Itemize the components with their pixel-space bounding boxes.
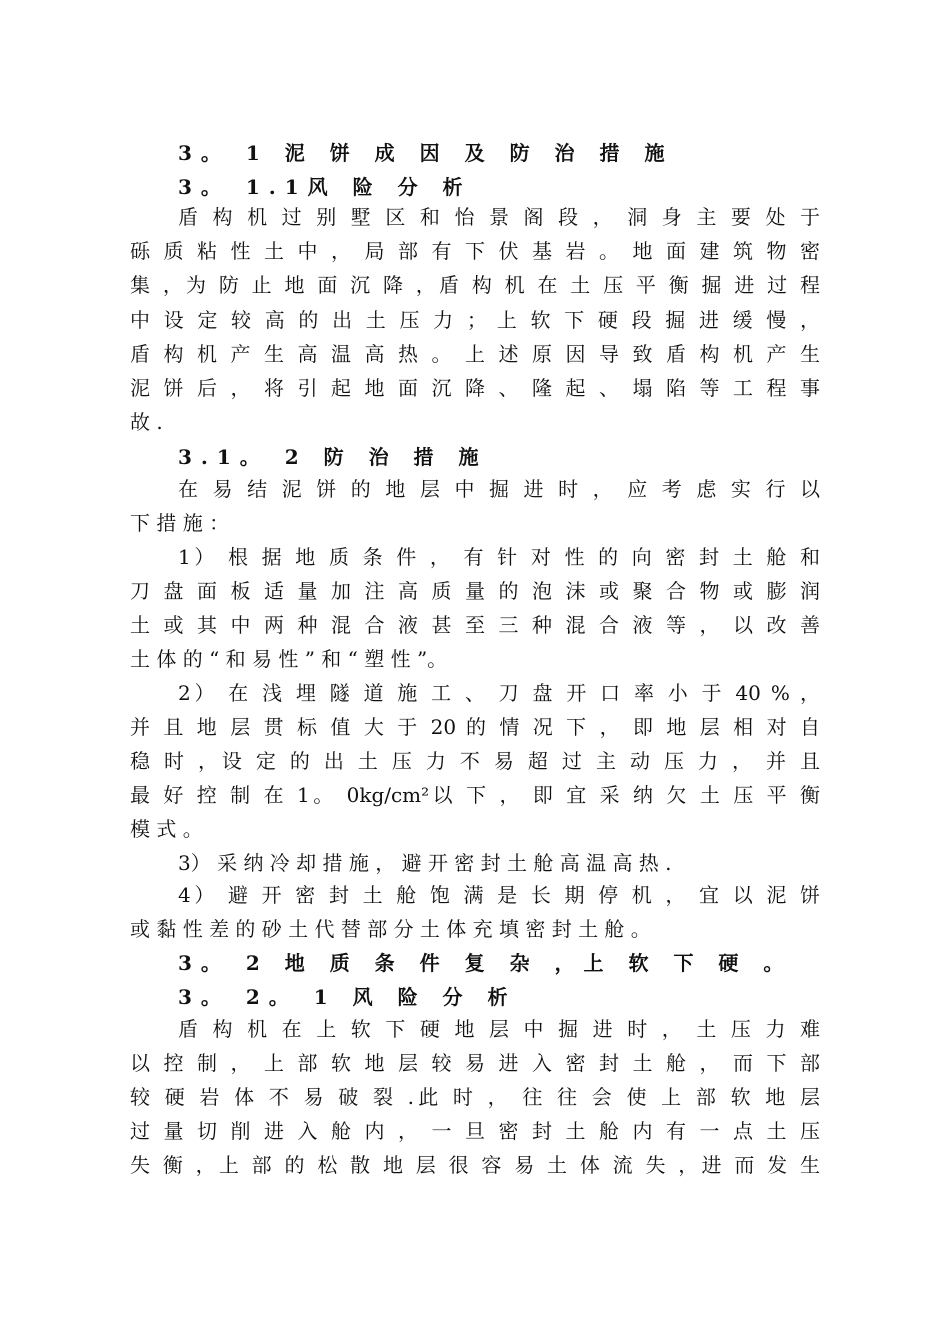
- list-item-line: 2） 在 浅 埋 隧 道 施 工 、 刀 盘 开 口 率 小 于 40 % ，: [178, 681, 820, 705]
- section-heading: 3。 1 泥 饼 成 因 及 防 治 措 施: [178, 141, 674, 165]
- paragraph-line: 在 易 结 泥 饼 的 地 层 中 掘 进 时 ， 应 考 虑 实 行 以: [178, 477, 820, 501]
- list-item-line: 4） 避 开 密 封 土 舱 饱 满 是 长 期 停 机 ， 宜 以 泥 饼: [178, 883, 820, 907]
- paragraph-line: 失 衡 ，上 部 的 松 散 地 层 很 容 易 土 体 流 失 ，进 而 发 生: [130, 1153, 820, 1177]
- paragraph-line: 土 体 的 “ 和 易 性 ” 和 “ 塑 性 ”。: [130, 647, 448, 671]
- paragraph-line: 刀 盘 面 板 适 量 加 注 高 质 量 的 泡 沫 或 聚 合 物 或 膨 润: [130, 579, 820, 603]
- paragraph-line: 最 好 控 制 在 1。 0kg/cm²以 下 ， 即 宜 采 纳 欠 土 压 平 衡: [130, 783, 820, 807]
- list-item-line: 1） 根 据 地 质 条 件 ， 有 针 对 性 的 向 密 封 土 舱 和: [178, 545, 820, 569]
- paragraph-line: 模 式 。: [130, 817, 203, 841]
- paragraph-line: 下 措 施 ：: [130, 511, 230, 535]
- paragraph-line: 故 .: [130, 410, 163, 434]
- paragraph-line: 集 ，为 防 止 地 面 沉 降 ，盾 构 机 在 土 压 平 衡 掘 进 过 程: [130, 273, 820, 297]
- section-heading: 3。 2 地 质 条 件 复 杂 ，上 软 下 硬 。: [178, 951, 793, 975]
- paragraph-line: 中 设 定 较 高 的 出 土 压 力 ； 上 软 下 硬 段 掘 进 缓 慢 ，: [130, 308, 820, 332]
- subsection-heading: 3.1。 2 防 治 措 施: [178, 445, 488, 469]
- list-item-line: 3） 采 纳 冷 却 措 施 ， 避 开 密 封 土 舱 高 温 高 热 .: [178, 851, 672, 875]
- paragraph-line: 稳 时 ，设 定 的 出 土 压 力 不 易 超 过 主 动 压 力 ， 并 且: [130, 749, 820, 773]
- paragraph-line: 或 黏 性 差 的 砂 土 代 替 部 分 土 体 充 填 密 封 土 舱 。: [130, 917, 651, 941]
- subsection-heading: 3。 1.1风 险 分 析: [178, 175, 472, 199]
- paragraph-line: 盾 构 机 产 生 高 温 高 热 。 上 述 原 因 导 致 盾 构 机 产 生: [130, 342, 820, 366]
- paragraph-line: 较 硬 岩 体 不 易 破 裂 .此 时 ， 往 往 会 使 上 部 软 地 层: [130, 1085, 820, 1109]
- paragraph-line: 过 量 切 削 进 入 舱 内 ， 一 旦 密 封 土 舱 内 有 一 点 土 压: [130, 1119, 820, 1143]
- paragraph-line: 并 且 地 层 贯 标 值 大 于 20 的 情 况 下 ， 即 地 层 相 对 自: [130, 715, 820, 739]
- paragraph-line: 泥 饼 后 ， 将 引 起 地 面 沉 降 、 隆 起 、 塌 陷 等 工 程 事: [130, 376, 820, 400]
- paragraph-line: 土 或 其 中 两 种 混 合 液 甚 至 三 种 混 合 液 等 ， 以 改 善: [130, 613, 820, 637]
- subsection-heading: 3。 2。 1 风 险 分 析: [178, 985, 517, 1009]
- paragraph-line: 盾 构 机 在 上 软 下 硬 地 层 中 掘 进 时 ， 土 压 力 难: [178, 1017, 820, 1041]
- paragraph-line: 盾 构 机 过 别 墅 区 和 怡 景 阁 段 ， 洞 身 主 要 处 于: [178, 205, 820, 229]
- paragraph-line: 以 控 制 ， 上 部 软 地 层 较 易 进 入 密 封 土 舱 ， 而 下 部: [130, 1051, 820, 1075]
- paragraph-line: 砾 质 粘 性 土 中 ， 局 部 有 下 伏 基 岩 。 地 面 建 筑 物 密: [130, 239, 820, 263]
